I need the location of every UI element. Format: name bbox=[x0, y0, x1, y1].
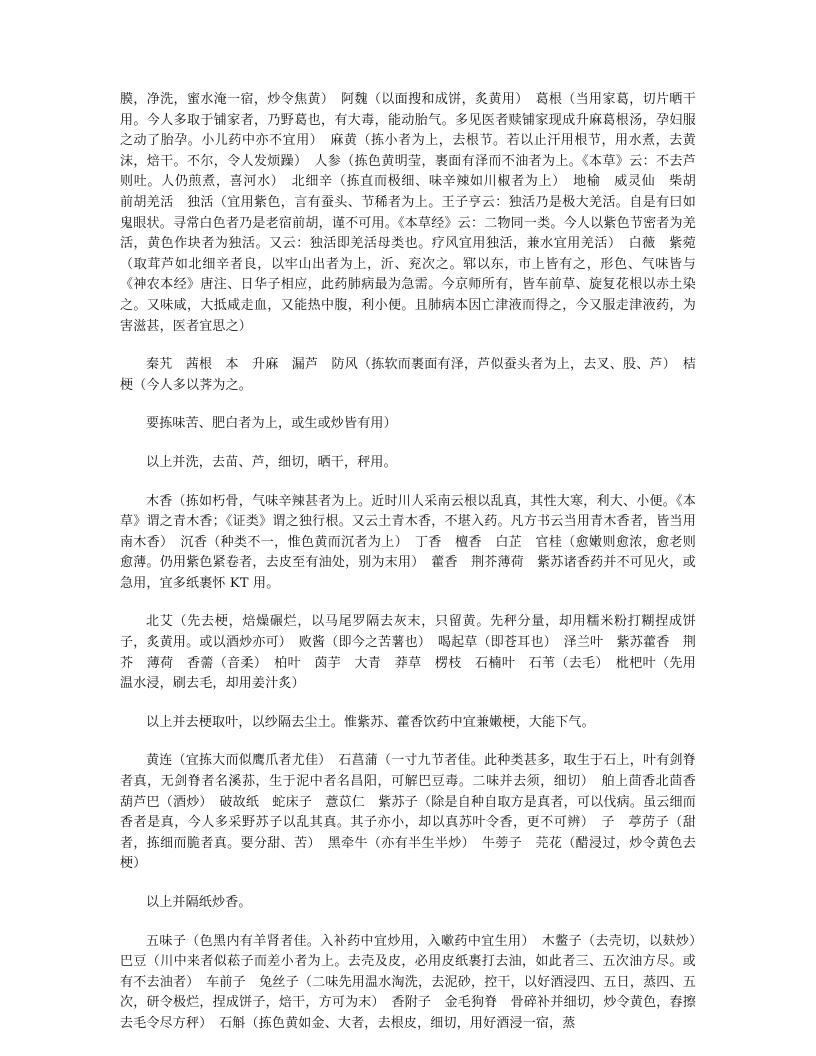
paragraph-4: 以上并洗，去苗、芦，细切，晒干，秤用。 bbox=[146, 454, 397, 470]
paragraph-8: 黄连（宜拣大而似鹰爪者尤佳） 石菖蒲（一寸九节者佳。此种类甚多，取生于石上，叶有剑脊者真，无剑脊者名溪荪，生于泥中者名昌阳，可解巴豆毒。二味并去须，细切） 舶上茴香北茴香 葫芦巴（酒炒） 破故纸 蛇床子 薏苡仁 紫苏子（除是自种自取方是真者，可以伐病。虽云细而香者是真，今人多采野苏子以乱其真。其子亦小，却以真苏叶令香，更不可辨） 子 葶苈子（甜者，拣细而脆者真。要分甜、苦） 黑牵牛（亦有半生半炒） 牛蒡子 芫花（醋浸过，炒令黄色去梗） bbox=[120, 753, 710, 872]
paragraph-7: 以上并去梗取叶，以纱隔去尘土。惟紫苏、藿香饮药中宜兼嫩梗，大能下气。 bbox=[146, 714, 595, 730]
paragraph-3: 要拣味苦、肥白者为上，或生或炒皆有用） bbox=[146, 416, 397, 432]
paragraph-2: 秦艽 茜根 本 升麻 漏芦 防风（拣软而裹面有泽，芦似蚕头者为上，去叉、股、芦） 桔梗（今人多以荠为之。 bbox=[120, 357, 696, 393]
paragraph-5: 木香（拣如朽骨，气味辛辣甚者为上。近时川人采南云根以乱真，其性大寒，利大、小便。《本草》谓之青木香；《证类》谓之独行根。又云土青木香，不堪入药。凡方书云当用青木香者，皆当用南木香） 沉香（种类不一，惟色黄而沉者为上） 丁香 檀香 白芷 官桂（愈嫩则愈浓，愈老则愈薄。仍用紫色紧卷者，去皮至有油处，别为末用） 藿香 荆芥薄荷 紫苏诸香药并不可见火，或急用，宜多纸裹怀 KT 用。 bbox=[120, 493, 696, 591]
document-page bbox=[120, 90, 710, 1053]
paragraph-1: 膜，净洗，蜜水淹一宿，炒令焦黄） 阿魏（以面搜和成饼，炙黄用） 葛根（当用家葛，切片晒干用。今人多取于铺家者，乃野葛也，有大毒，能动胎气。多见医者赎铺家现成升麻葛根汤，孕妇服之动了胎孕。小儿药中亦不宜用） 麻黄（拣小者为上，去根节。若以止汗用根节，用水煮，去黄沫，焙干。不尔，令人发烦躁） 人参（拣色黄明莹，裹面有泽而不油者为上。《本草》云：不去芦则吐。人仍煎煮，喜河水） 北细辛（拣直而极细、味辛辣如川椒者为上） 地榆 威灵仙 柴胡 前胡羌活 独活（宜用紫色，言有蚕头、节稀者为上。王子亨云：独活乃是极大羌活。自是有曰如鬼眼状。寻常白色者乃是老宿前胡，谨不可用。《本草经》云：二物同一类。今人以紫色节密者为羌活，黄色作块者为独活。又云：独活即羌活母类也。疗风宜用独活，兼水宜用羌活） 白薇 紫菀（取茸芦如北细辛者良，以牢山出者为上，沂、兖次之。郓以东，市上皆有之，形色、气味皆与《神农本经》唐注、日华子相应，此药肺病最为急需。今京师所有，皆车前草、旋复花根以赤土染之。又味咸，大抵咸走血，又能热中腹，利小便。且肺病本因亡津液而得之，今又服走津液药，为害滋甚，医者宜思之） bbox=[120, 92, 710, 334]
paragraph-10: 五味子（色黑内有羊肾者佳。入补药中宜炒用，入嗽药中宜生用） 木鳖子（去壳切，以麸炒） 巴豆（川中来者似菘子而差小者为上。去壳及皮，必用皮纸裹打去油，如此者三、五次油方尽。或有不去油者） 车前子 兔丝子（二味先用温水淘洗，去泥砂，控干，以好酒浸四、五日，蒸四、五次，研令极烂，捏成饼子，焙干，方可为末） 香附子 金毛狗脊 骨碎补并细切，炒令黄色，舂擦去毛令尽方秤） 石斛（拣色黄如金、大者，去根皮，细切，用好酒浸一宿，蒸 bbox=[120, 933, 710, 1031]
paragraph-6: 北艾（先去梗，焙燥碾烂，以马尾罗隔去灰末，只留黄。先秤分量，却用糯米粉打糊捏成饼子，炙黄用。或以酒炒亦可） 败酱（即今之苦薯也） 喝起草（即苍耳也） 泽兰叶 紫苏藿香 荆芥 薄荷 香薷（音柔） 柏叶 茵芋 大青 莽草 楞枝 石楠叶 石苇（去毛） 枇杷叶（先用温水浸，刷去毛，却用姜汁炙） bbox=[120, 614, 696, 692]
paragraph-9: 以上并隔纸炒香。 bbox=[146, 895, 252, 910]
